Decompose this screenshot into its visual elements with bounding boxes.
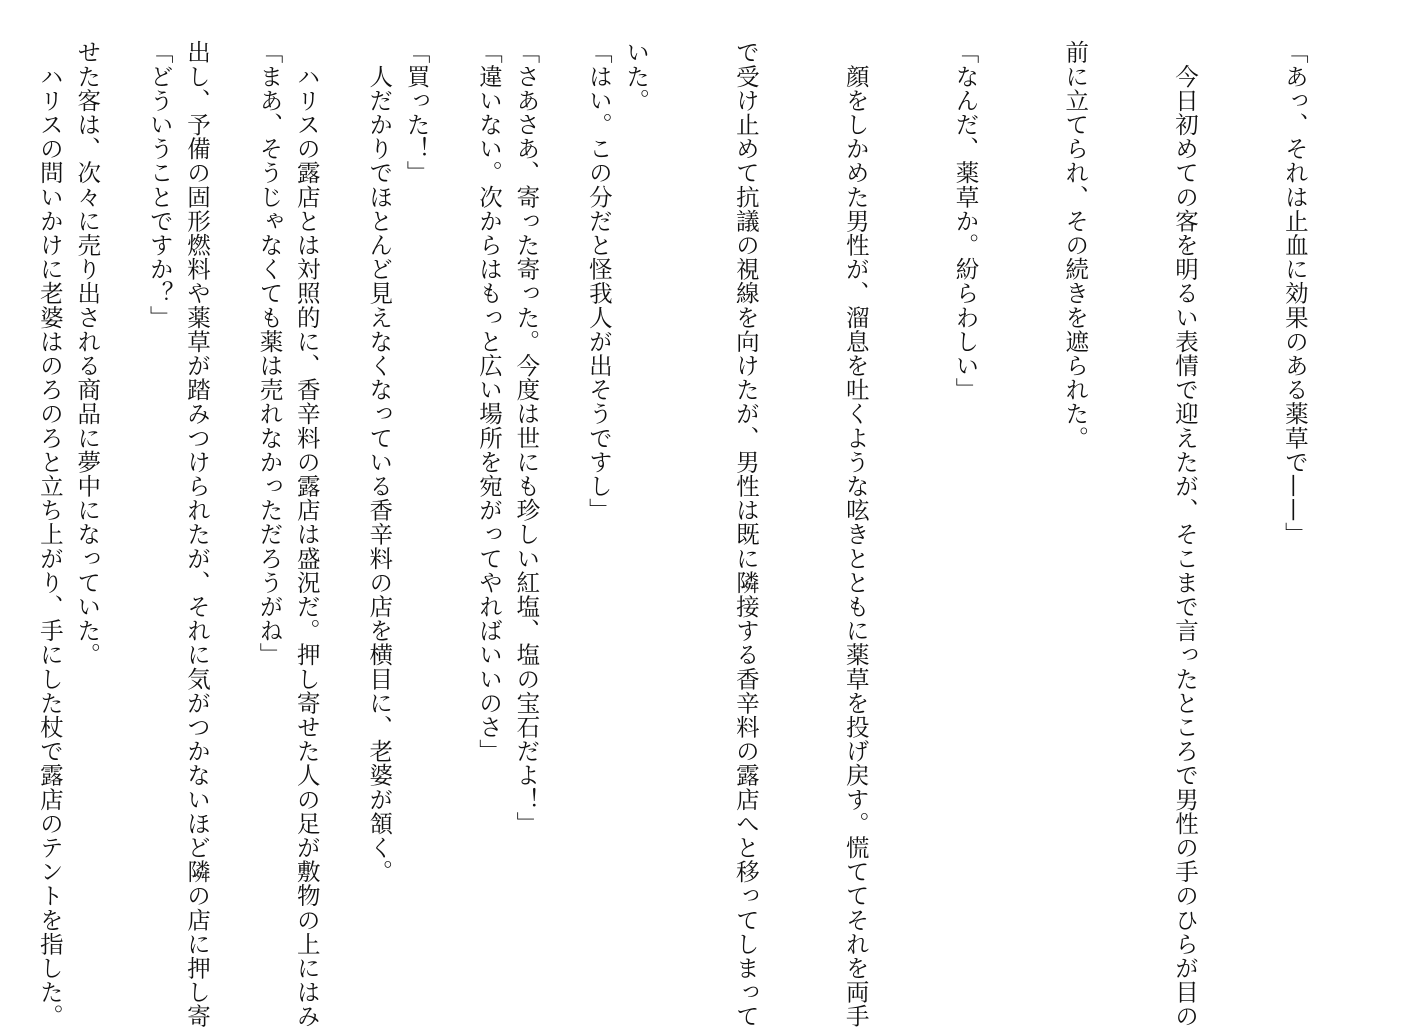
text-line: 「まあ、そうじゃなくても薬は売れなかっただろうがね」 xyxy=(255,40,284,667)
text-line: 「さあさあ、寄った寄った。今度は世にも珍しい紅塩、塩の宝石だよ！」 xyxy=(512,40,541,836)
text-line: 前に立てられ、その続きを遮られた。 xyxy=(1061,40,1090,450)
text-line: 出し、予備の固形燃料や薬草が踏みつけられたが、それに気がつかないほど隣の店に押し寄 xyxy=(183,40,211,1028)
text-line: 今日初めての客を明るい表情で迎えたが、そこまで言ったところで男性の手のひらが目の xyxy=(1171,40,1200,1028)
text-line: せた客は、次々に売り出される商品に夢中になっていた。 xyxy=(73,40,102,667)
text-line: 「買った！」 xyxy=(402,40,431,185)
text-line: いた。 xyxy=(622,40,651,113)
text-line: 「違いない。次からはもっと広い場所を宛がってやればいいのさ」 xyxy=(475,40,504,763)
text-line: 「はい。この分だと怪我人が出そうですし」 xyxy=(584,40,613,522)
left-text-column xyxy=(30,40,690,1028)
text-line: 「どういうことですか？」 xyxy=(145,40,174,330)
text-line: 人だかりでほとんど見えなくなっている香辛料の店を横目に、老婆が頷く。 xyxy=(365,40,394,884)
text-line: ハリスの問いかけに老婆はのろのろと立ち上がり、手にした杖で露店のテントを指した。 xyxy=(35,40,64,1028)
text-line: で受け止めて抗議の視線を向けたが、男性は既に隣接する香辛料の露店へと移ってしまって xyxy=(731,40,760,1028)
text-line: 「あっ、それは止血に効果のある薬草で——」 xyxy=(1280,40,1309,547)
text-line: 顔をしかめた男性が、溜息を吐くような呟きとともに薬草を投げ戻す。慌ててそれを両手 xyxy=(841,40,870,1028)
text-line: 「なんだ、薬草か。紛らわしい」 xyxy=(951,40,980,402)
text-line: ハリスの露店とは対照的に、香辛料の露店は盛況だ。押し寄せた人の足が敷物の上にはみ xyxy=(292,40,321,1028)
